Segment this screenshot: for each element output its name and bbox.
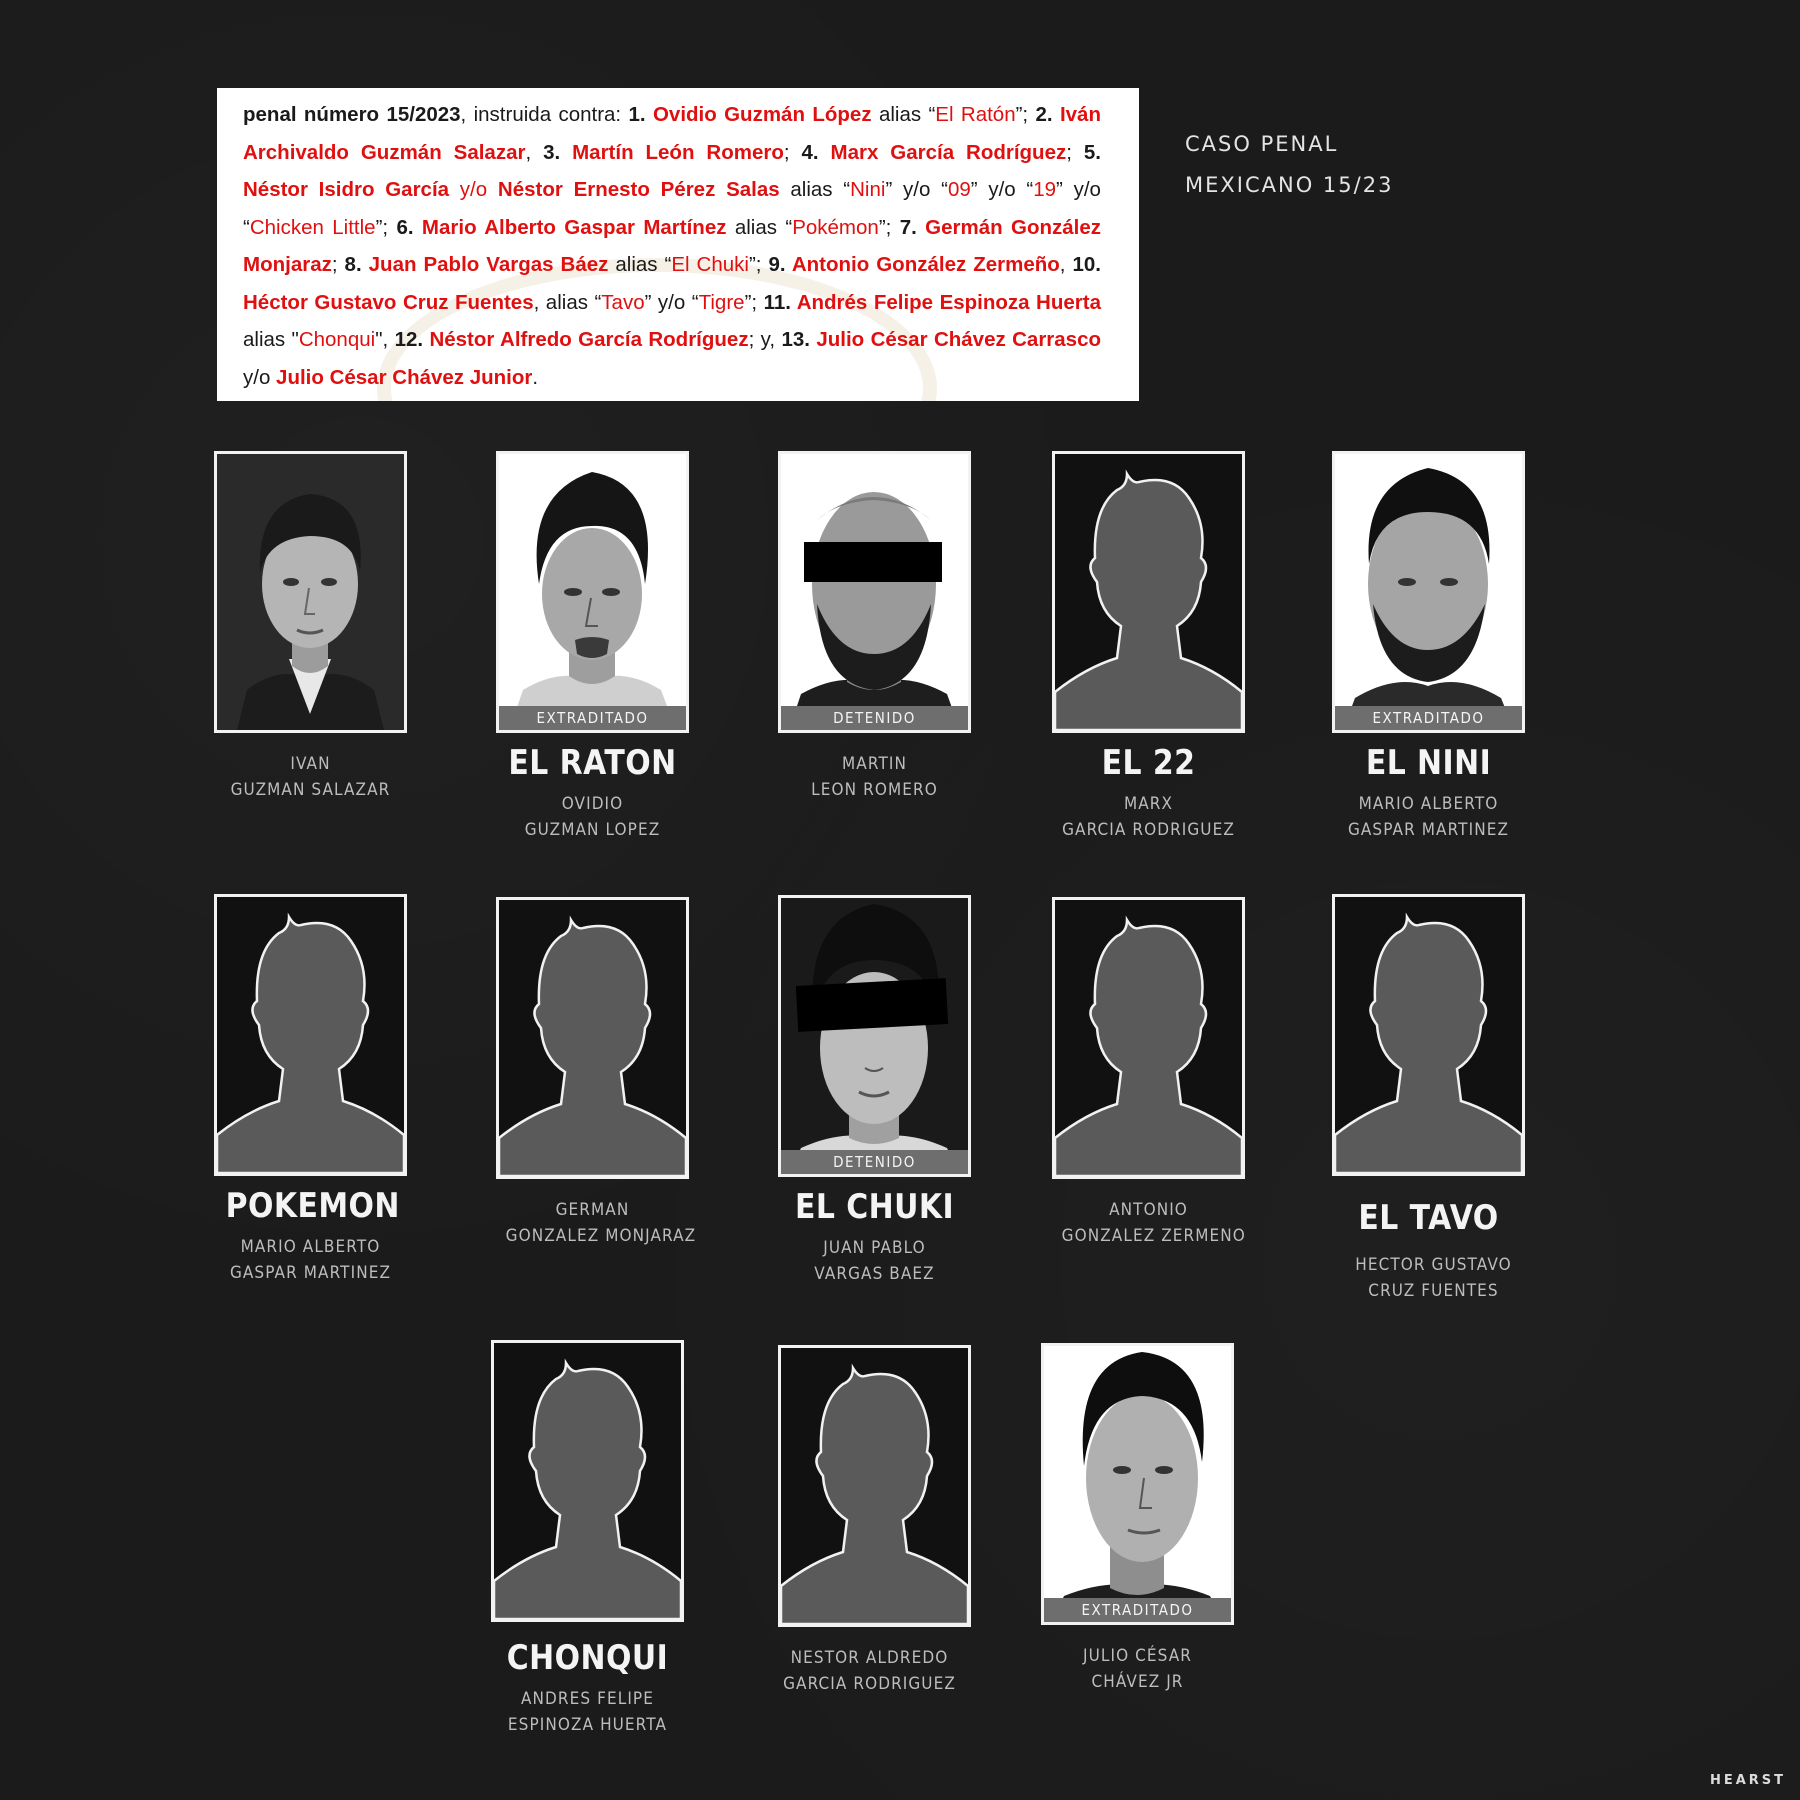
indictment-segment: Juan Pablo Vargas Báez [368,253,609,276]
mugshot-frame [1041,1343,1234,1625]
person-name-line-2: CRUZ FUENTES [1368,1281,1499,1301]
indictment-segment: Chonqui [298,328,376,351]
indictment-segment: El Chuki [671,253,749,276]
person-card-pokemon [214,894,407,1286]
mugshot-frame [1332,894,1525,1176]
person-alias: POKEMON [225,1186,400,1226]
status-badge: EXTRADITADO [1335,706,1522,730]
case-title-line-1: CASO PENAL [1185,132,1339,156]
indictment-segment: Néstor Isidro García [243,178,450,201]
indictment-segment: ” y/o “ [243,178,1101,239]
indictment-segment: Julio César Chávez Carrasco [816,328,1101,351]
indictment-segment: Tavo [601,290,645,314]
person-alias: EL RATON [508,743,677,783]
silhouette-icon [499,900,686,1176]
person-name-line-1: GERMAN [555,1200,630,1220]
indictment-segment: ” y/o “ [970,178,1034,201]
person-card-el-raton [496,451,689,843]
indictment-segment: El Ratón [935,103,1016,126]
person-alias: EL TAVO [1358,1198,1499,1238]
indictment-segment: Antonio González Zermeño [791,253,1060,276]
indictment-segment: ", [375,328,395,351]
ivan-portrait [217,454,404,730]
person-name-line-1: JUAN PABLO [823,1238,926,1258]
censor-bar [804,542,942,582]
status-badge: EXTRADITADO [499,706,686,730]
indictment-segment: , instruida contra: [460,103,629,126]
person-name-line-1: MARIO ALBERTO [240,1237,381,1257]
indictment-segment: alias “ [608,253,672,276]
person-card-antonio [1052,897,1245,1249]
person-name-line-1: ANDRES FELIPE [520,1689,655,1709]
person-card-chonqui [491,1340,684,1738]
indictment-segment: Nini [850,178,886,201]
indictment-segment: 3. [543,140,573,164]
person-name-line-2: ESPINOZA HUERTA [507,1715,668,1735]
silhouette-icon [217,897,404,1173]
status-badge: EXTRADITADO [1044,1598,1231,1622]
mugshot-frame [1332,451,1525,733]
indictment-segment: y/o [449,178,498,201]
indictment-segment: 12. [394,328,430,351]
person-alias: CHONQUI [506,1638,669,1678]
indictment-segment: alias “ [726,215,793,239]
person-card-el-22 [1052,451,1245,843]
indictment-segment: ”; [878,215,900,239]
person-name-line-2: GARCIA RODRIGUEZ [783,1674,956,1694]
person-alias: EL NINI [1365,743,1492,783]
person-name-line-2: CHÁVEZ JR [1091,1672,1184,1692]
person-name-line-2: GONZALEZ MONJARAZ [505,1226,697,1246]
indictment-text [243,96,1101,396]
indictment-segment: ; [783,140,802,164]
brand-logo: HEARST [1709,1773,1786,1788]
mugshot-frame [496,897,689,1179]
indictment-segment: 7. [899,215,926,239]
indictment-segment: ”; [744,290,764,314]
martin-portrait [781,454,968,730]
status-badge: DETENIDO [781,706,968,730]
mugshot-frame [214,894,407,1176]
indictment-segment: alias " [243,328,299,351]
indictment-segment: Iván Archivaldo Guzmán Salazar [243,103,1101,164]
indictment-segment: 13. [781,328,817,351]
person-name-line-2: GUZMAN SALAZAR [230,780,391,800]
silhouette-icon [494,1343,681,1619]
person-name-line-1: JULIO CÉSAR [1083,1646,1192,1666]
chuki-portrait [781,898,968,1174]
indictment-segment: 1. [628,103,653,126]
person-card-nestor [778,1345,971,1697]
indictment-segment: Julio César Chávez Junior [276,365,533,389]
indictment-segment: 11. [763,290,797,314]
indictment-segment: 10. [1072,253,1101,276]
person-card-el-tavo [1332,894,1525,1304]
indictment-excerpt [217,88,1139,401]
indictment-segment: Martín León Romero [572,140,784,164]
indictment-segment: , [1059,253,1073,276]
mugshot-frame [778,1345,971,1627]
silhouette-icon [781,1348,968,1624]
person-name-line-2: GUZMAN LOPEZ [524,820,661,840]
indictment-segment: alias “ [871,103,936,126]
silhouette-icon [1055,900,1242,1176]
indictment-segment: Pokémon [792,215,879,239]
indictment-segment: . [532,365,539,389]
person-name-line-1: MARIO ALBERTO [1358,794,1499,814]
indictment-segment: Héctor Gustavo Cruz Fuentes [243,290,534,314]
mugshot-frame [496,451,689,733]
person-card-martin [778,451,971,803]
person-alias: EL CHUKI [794,1187,955,1227]
person-name-line-1: MARX [1123,794,1174,814]
person-name-line-2: GASPAR MARTINEZ [1347,820,1510,840]
person-name-line-1: HECTOR GUSTAVO [1355,1255,1512,1275]
indictment-segment: Germán González Monjaraz [243,215,1101,276]
indictment-segment: 09 [947,178,971,201]
indictment-segment: 8. [344,253,369,276]
ovidio-portrait [499,454,686,730]
person-name-line-2: VARGAS BAEZ [814,1264,935,1284]
case-title-line-2: MEXICANO 15/23 [1185,173,1394,197]
person-name-line-1: IVAN [290,754,331,774]
indictment-segment: ; [1066,140,1084,164]
indictment-segment: Andrés Felipe Espinoza Huerta [796,290,1101,314]
person-name-line-1: OVIDIO [561,794,624,814]
indictment-segment: Mario Alberto Gaspar Martínez [421,215,727,239]
person-name-line-1: NESTOR ALDREDO [790,1648,949,1668]
indictment-segment: ” y/o “ [885,178,948,201]
indictment-segment: 2. [1035,103,1060,126]
mugshot-frame [491,1340,684,1622]
silhouette-icon [1335,897,1522,1173]
person-card-ivan [214,451,407,803]
indictment-segment: Ovidio Guzmán López [652,103,872,126]
mugshot-frame [1052,897,1245,1179]
indictment-segment: alias “ [779,178,851,201]
case-title [1185,124,1393,206]
person-card-julio [1041,1343,1234,1695]
indictment-segment: , alias “ [533,290,602,314]
person-card-german [496,897,697,1249]
indictment-segment: ; [331,253,345,276]
mugshot-frame [778,895,971,1177]
person-name-line-2: GASPAR MARTINEZ [229,1263,392,1283]
indictment-segment: Marx García Rodríguez [830,140,1067,164]
indictment-segment: ”; [375,215,397,239]
status-badge: DETENIDO [781,1150,968,1174]
indictment-segment: , [525,140,544,164]
person-name-line-2: LEON ROMERO [811,780,938,800]
indictment-segment: y/o [243,365,277,389]
julio-portrait [1044,1346,1231,1622]
indictment-segment: Néstor Alfredo García Rodríguez [429,328,749,351]
indictment-segment: penal número 15/2023 [243,103,461,126]
indictment-segment: ” y/o “ [644,290,699,314]
indictment-segment: 4. [801,140,831,164]
person-card-el-chuki [778,895,971,1287]
person-card-el-nini [1332,451,1525,843]
censor-bar [796,978,948,1032]
indictment-segment: 5. [1083,140,1101,164]
indictment-segment: ; y, [748,328,782,351]
indictment-segment: 9. [768,253,792,276]
nini-portrait [1335,454,1522,730]
person-alias: EL 22 [1101,743,1196,783]
indictment-segment: Chicken Little [249,215,376,239]
indictment-segment: ”; [748,253,769,276]
indictment-segment: Tigre [698,290,745,314]
person-name-line-1: ANTONIO [1109,1200,1188,1220]
indictment-segment: 19 [1033,178,1057,201]
person-name-line-1: MARTIN [842,754,907,774]
mugshot-frame [1052,451,1245,733]
indictment-segment: Néstor Ernesto Pérez Salas [497,178,780,201]
person-name-line-2: GONZALEZ ZERMENO [1061,1226,1246,1246]
person-name-line-2: GARCIA RODRIGUEZ [1062,820,1235,840]
indictment-segment: ”; [1015,103,1036,126]
silhouette-icon [1055,454,1242,730]
mugshot-frame [778,451,971,733]
mugshot-frame [214,451,407,733]
indictment-segment: 6. [396,215,422,239]
